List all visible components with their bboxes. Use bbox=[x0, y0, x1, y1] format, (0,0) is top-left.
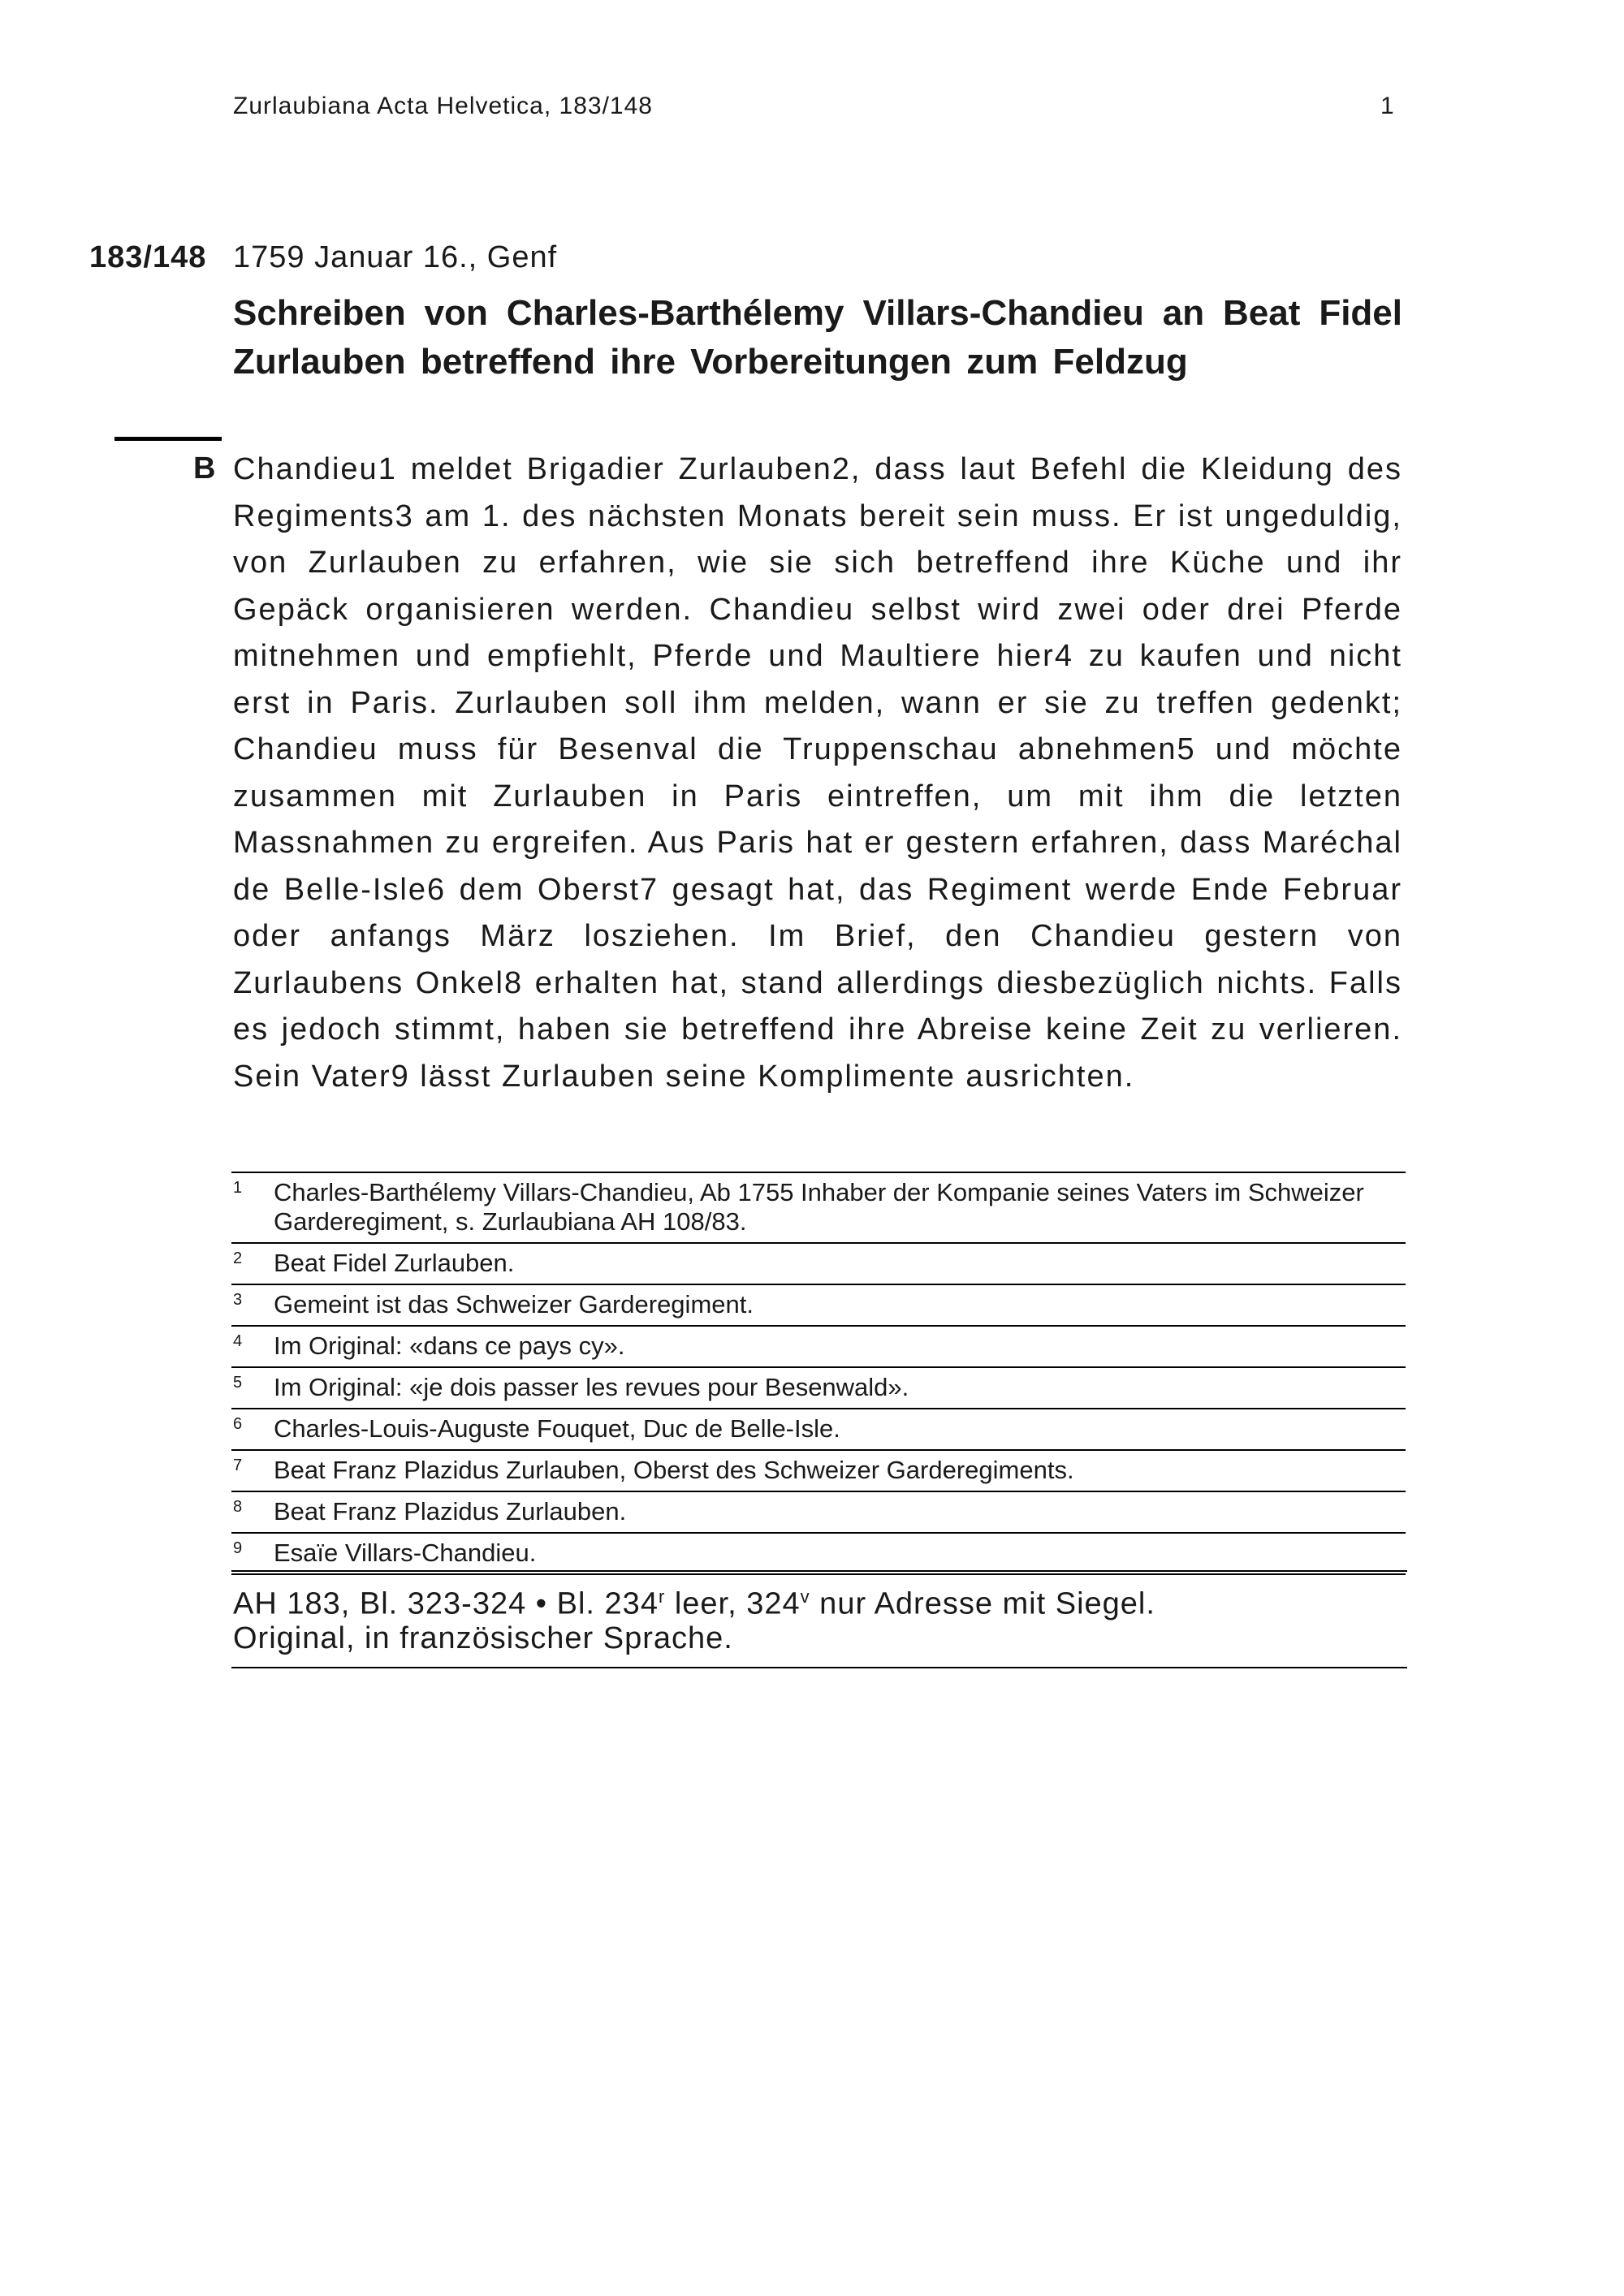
document-title: Schreiben von Charles-Barthélemy Villars-Chandieu an Beat Fidel Zurlauben betreffend ihre Vorbereitungen zum Feldzug bbox=[233, 293, 1402, 382]
footnote bbox=[231, 1368, 1406, 1409]
summary-marker: B bbox=[193, 451, 216, 486]
footnote-number: 1 bbox=[233, 1179, 243, 1197]
footnote bbox=[231, 1409, 1406, 1451]
footnote-text: Esaïe Villars-Chandieu. bbox=[274, 1539, 537, 1567]
footnote-text: Beat Fidel Zurlauben. bbox=[274, 1249, 515, 1277]
source-folio-prefix: AH 183, Bl. 323-324 • Bl. 234 bbox=[233, 1586, 659, 1621]
footnotes-list bbox=[231, 1172, 1406, 1575]
footnote-text: Charles-Louis-Auguste Fouquet, Duc de Belle-Isle. bbox=[274, 1414, 840, 1443]
footnote-number: 5 bbox=[233, 1374, 243, 1392]
summary-text: Chandieu1 meldet Brigadier Zurlauben2, dass laut Befehl die Kleidung des Regiments3 am 1. des nächsten Monats bereit sein muss. Er ist ungeduldig, von Zurlauben zu erfahren, wie sie sich betreffend ihre Küche und ihr Gepäck organisieren werden. Chandieu selbst wird zwei oder drei Pferde mitnehmen und empfiehlt, Pferde und Maultiere hier4 zu kaufen und nicht erst in Paris. Zurlauben soll ihm melden, wann er sie zu treffen gedenkt; Chandieu muss für Besenval die Truppenschau abnehmen5 und möchte zusammen mit Zurlauben in Paris eintreffen, um mit ihm die letzten Massnahmen zu ergreifen. Aus Paris hat er gestern erfahren, dass Maréchal de Belle-Isle6 dem Oberst7 gesagt hat, das Regiment werde Ende Februar oder anfangs März losziehen. Im Brief, den Chandieu gestern von Zurlaubens Onkel8 erhalten hat, stand allerdings diesbezüglich nichts. Falls es jedoch stimmt, haben sie betreffend ihre Abreise keine Zeit zu verlieren. Sein Vater9 lässt Zurlauben seine Komplimente ausrichten. bbox=[233, 452, 1402, 1094]
document-number: 183/148 bbox=[89, 240, 207, 274]
running-header-title: Zurlaubiana Acta Helvetica, 183/148 bbox=[233, 93, 653, 119]
source-folio-middle: leer, 324 bbox=[665, 1586, 801, 1621]
footnote-number: 6 bbox=[233, 1415, 243, 1433]
footnote bbox=[231, 1285, 1406, 1327]
source-note: Original, in französischer Sprache. bbox=[233, 1621, 733, 1655]
footnote-number: 2 bbox=[233, 1249, 243, 1267]
footnote bbox=[231, 1327, 1406, 1368]
footnote-text: Beat Franz Plazidus Zurlauben. bbox=[274, 1497, 627, 1526]
page-number: 1 bbox=[1380, 93, 1394, 119]
footnote-number: 3 bbox=[233, 1291, 243, 1309]
footnote-text: Charles-Barthélemy Villars-Chandieu, Ab 1755 Inhaber der Kompanie seines Vaters im Schweizer Garderegiment, s. Zurlaubiana AH 108/83. bbox=[274, 1178, 1364, 1236]
verso-superscript: v bbox=[800, 1586, 810, 1607]
document-date-place: 1759 Januar 16., Genf bbox=[233, 240, 558, 274]
footnote-text: Beat Franz Plazidus Zurlauben, Oberst des Schweizer Garderegiments. bbox=[274, 1456, 1074, 1484]
footnote bbox=[231, 1173, 1406, 1244]
recto-superscript: r bbox=[658, 1586, 666, 1607]
footnote-text: Gemeint ist das Schweizer Garderegiment. bbox=[274, 1290, 754, 1318]
source-folio-line bbox=[233, 1580, 1407, 1621]
footnote bbox=[231, 1451, 1406, 1492]
footnote-number: 9 bbox=[233, 1539, 243, 1557]
footnote bbox=[231, 1492, 1406, 1534]
footnote bbox=[231, 1534, 1406, 1575]
footnote-text: Im Original: «je dois passer les revues pour Besenwald». bbox=[274, 1373, 909, 1401]
footnote-text: Im Original: «dans ce pays cy». bbox=[274, 1331, 625, 1360]
source-reference bbox=[231, 1570, 1407, 1668]
section-divider bbox=[114, 437, 222, 441]
source-folio-suffix: nur Adresse mit Siegel. bbox=[810, 1586, 1155, 1621]
footnote bbox=[231, 1244, 1406, 1285]
footnote-number: 4 bbox=[233, 1332, 243, 1350]
footnote-number: 8 bbox=[233, 1498, 243, 1516]
footnote-number: 7 bbox=[233, 1457, 243, 1474]
